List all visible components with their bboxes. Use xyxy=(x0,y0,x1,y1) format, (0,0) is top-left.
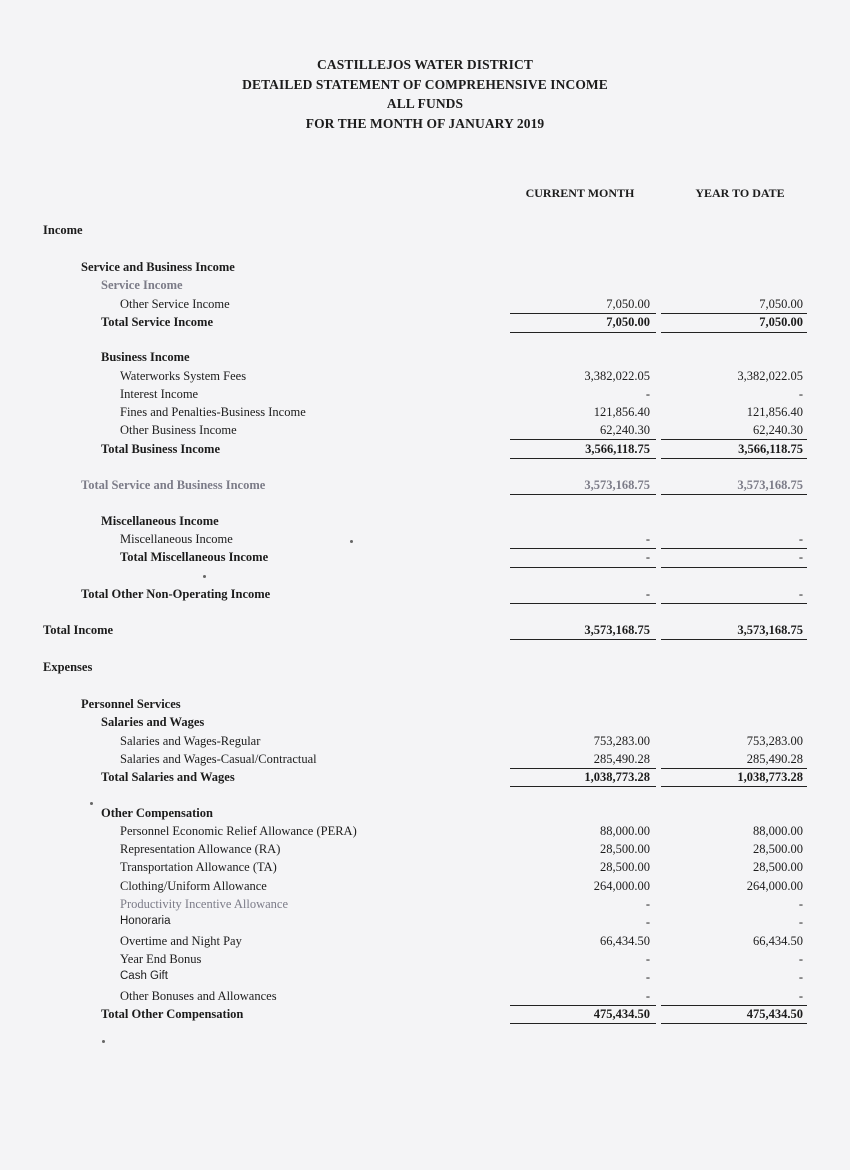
scan-speck xyxy=(102,1040,105,1043)
total-rule xyxy=(510,1023,656,1024)
income-section-title: Income xyxy=(43,223,83,237)
scan-speck xyxy=(203,575,206,578)
row-label: Other Business Income xyxy=(120,423,237,437)
row-ytd-value: 88,000.00 xyxy=(753,824,803,838)
row-ytd-value: 264,000.00 xyxy=(746,879,803,893)
row-label: Fines and Penalties-Business Income xyxy=(120,405,306,419)
total-rule xyxy=(661,332,807,333)
row-ytd-value: - xyxy=(798,587,803,601)
row-label: Total Service and Business Income xyxy=(81,478,266,492)
subtotal-rule xyxy=(661,439,807,440)
other-compensation-heading: Other Compensation xyxy=(101,806,213,820)
total-rule xyxy=(510,786,656,787)
subtotal-rule xyxy=(661,768,807,769)
total-rule xyxy=(510,567,656,568)
row-label: Representation Allowance (RA) xyxy=(120,842,281,856)
row-ytd-value: 3,573,168.75 xyxy=(737,478,803,492)
row-current-value: 7,050.00 xyxy=(606,297,650,311)
row-label: Clothing/Uniform Allowance xyxy=(120,879,267,893)
row-current-value: 285,490.28 xyxy=(593,752,650,766)
row-current-value: - xyxy=(645,387,650,401)
total-rule xyxy=(510,494,656,495)
row-label: Miscellaneous Income xyxy=(120,532,233,546)
row-label: Salaries and Wages-Regular xyxy=(120,734,261,748)
total-rule xyxy=(661,603,807,604)
row-ytd-value: - xyxy=(798,952,803,966)
row-current-value: - xyxy=(645,989,650,1003)
total-rule xyxy=(510,639,656,640)
row-label: Waterworks System Fees xyxy=(120,369,247,383)
row-ytd-value: 62,240.30 xyxy=(753,423,803,437)
row-ytd-value: 28,500.00 xyxy=(753,860,803,874)
subtotal-rule xyxy=(510,313,656,314)
row-ytd-value: - xyxy=(798,532,803,546)
row-label: Total Income xyxy=(43,623,114,637)
row-ytd-value: - xyxy=(798,387,803,401)
row-current-value: 753,283.00 xyxy=(593,734,650,748)
row-ytd-value: 3,382,022.05 xyxy=(737,369,803,383)
row-ytd-value: - xyxy=(798,897,803,911)
total-rule xyxy=(661,567,807,568)
expenses-section-title: Expenses xyxy=(43,660,93,674)
row-ytd-value: 753,283.00 xyxy=(746,734,803,748)
subtotal-rule xyxy=(510,548,656,549)
row-label: Year End Bonus xyxy=(120,952,202,966)
row-label: Total Other Compensation xyxy=(101,1007,244,1021)
row-ytd-value: - xyxy=(798,915,803,929)
subtotal-rule xyxy=(510,439,656,440)
row-current-value: 475,434.50 xyxy=(593,1007,650,1021)
row-ytd-value: 3,566,118.75 xyxy=(738,442,803,456)
row-ytd-value: 121,856.40 xyxy=(746,405,803,419)
row-label: Total Service Income xyxy=(101,315,214,329)
row-ytd-value: 7,050.00 xyxy=(759,315,803,329)
scan-speck xyxy=(90,802,93,805)
statement-period: FOR THE MONTH OF JANUARY 2019 xyxy=(305,116,545,131)
row-current-value: 28,500.00 xyxy=(600,860,650,874)
row-current-value: - xyxy=(645,897,650,911)
subtotal-rule xyxy=(510,1005,656,1006)
total-rule xyxy=(510,458,656,459)
row-current-value: 66,434.50 xyxy=(600,934,650,948)
row-current-value: 264,000.00 xyxy=(593,879,650,893)
statement-title: DETAILED STATEMENT OF COMPREHENSIVE INCOME xyxy=(242,77,608,92)
salaries-heading: Salaries and Wages xyxy=(101,715,205,729)
row-current-value: - xyxy=(645,970,650,984)
row-current-value: 88,000.00 xyxy=(600,824,650,838)
business-income-heading: Business Income xyxy=(101,350,190,364)
row-current-value: - xyxy=(645,532,650,546)
total-rule xyxy=(661,458,807,459)
row-current-value: 7,050.00 xyxy=(606,315,650,329)
row-current-value: - xyxy=(645,587,650,601)
total-rule xyxy=(661,1023,807,1024)
service-business-heading: Service and Business Income xyxy=(81,260,235,274)
row-label: Salaries and Wages-Casual/Contractual xyxy=(120,752,317,766)
misc-income-heading: Miscellaneous Income xyxy=(101,514,219,528)
row-current-value: 121,856.40 xyxy=(593,405,650,419)
row-label: Total Business Income xyxy=(101,442,221,456)
row-ytd-value: - xyxy=(798,989,803,1003)
subtotal-rule xyxy=(510,768,656,769)
row-current-value: 3,566,118.75 xyxy=(585,442,650,456)
row-current-value: - xyxy=(645,952,650,966)
district-name: CASTILLEJOS WATER DISTRICT xyxy=(317,57,533,72)
scan-speck xyxy=(350,540,353,543)
row-ytd-value: 475,434.50 xyxy=(746,1007,803,1021)
row-ytd-value: - xyxy=(798,550,803,564)
subtotal-rule xyxy=(661,313,807,314)
row-label: Honoraria xyxy=(120,915,171,927)
total-rule xyxy=(510,332,656,333)
row-label: Total Salaries and Wages xyxy=(101,770,235,784)
subtotal-rule xyxy=(661,548,807,549)
total-rule xyxy=(661,494,807,495)
row-current-value: 3,382,022.05 xyxy=(584,369,650,383)
row-ytd-value: - xyxy=(798,970,803,984)
row-ytd-value: 1,038,773.28 xyxy=(737,770,803,784)
row-ytd-value: 7,050.00 xyxy=(759,297,803,311)
row-label: Productivity Incentive Allowance xyxy=(120,897,289,911)
personnel-services-heading: Personnel Services xyxy=(81,697,181,711)
subtotal-rule xyxy=(661,1005,807,1006)
year-to-date-header: YEAR TO DATE xyxy=(695,186,785,200)
current-month-header: CURRENT MONTH xyxy=(525,186,635,200)
row-current-value: 3,573,168.75 xyxy=(584,623,650,637)
row-label: Cash Gift xyxy=(120,970,168,982)
fund-scope: ALL FUNDS xyxy=(386,96,464,111)
row-ytd-value: 285,490.28 xyxy=(746,752,803,766)
row-ytd-value: 66,434.50 xyxy=(753,934,803,948)
row-label: Other Bonuses and Allowances xyxy=(120,989,277,1003)
row-current-value: 1,038,773.28 xyxy=(584,770,650,784)
total-rule xyxy=(510,603,656,604)
row-current-value: - xyxy=(645,915,650,929)
row-label: Interest Income xyxy=(120,387,199,401)
total-rule xyxy=(661,639,807,640)
service-income-heading: Service Income xyxy=(101,278,183,292)
row-current-value: - xyxy=(645,550,650,564)
row-current-value: 62,240.30 xyxy=(600,423,650,437)
row-label: Personnel Economic Relief Allowance (PERA) xyxy=(120,824,357,838)
row-label: Total Miscellaneous Income xyxy=(120,550,269,564)
row-current-value: 28,500.00 xyxy=(600,842,650,856)
row-label: Other Service Income xyxy=(120,297,230,311)
row-label: Overtime and Night Pay xyxy=(120,934,242,948)
total-rule xyxy=(661,786,807,787)
row-current-value: 3,573,168.75 xyxy=(584,478,650,492)
row-label: Transportation Allowance (TA) xyxy=(120,860,277,874)
row-ytd-value: 28,500.00 xyxy=(753,842,803,856)
row-label: Total Other Non-Operating Income xyxy=(81,587,271,601)
row-ytd-value: 3,573,168.75 xyxy=(737,623,803,637)
